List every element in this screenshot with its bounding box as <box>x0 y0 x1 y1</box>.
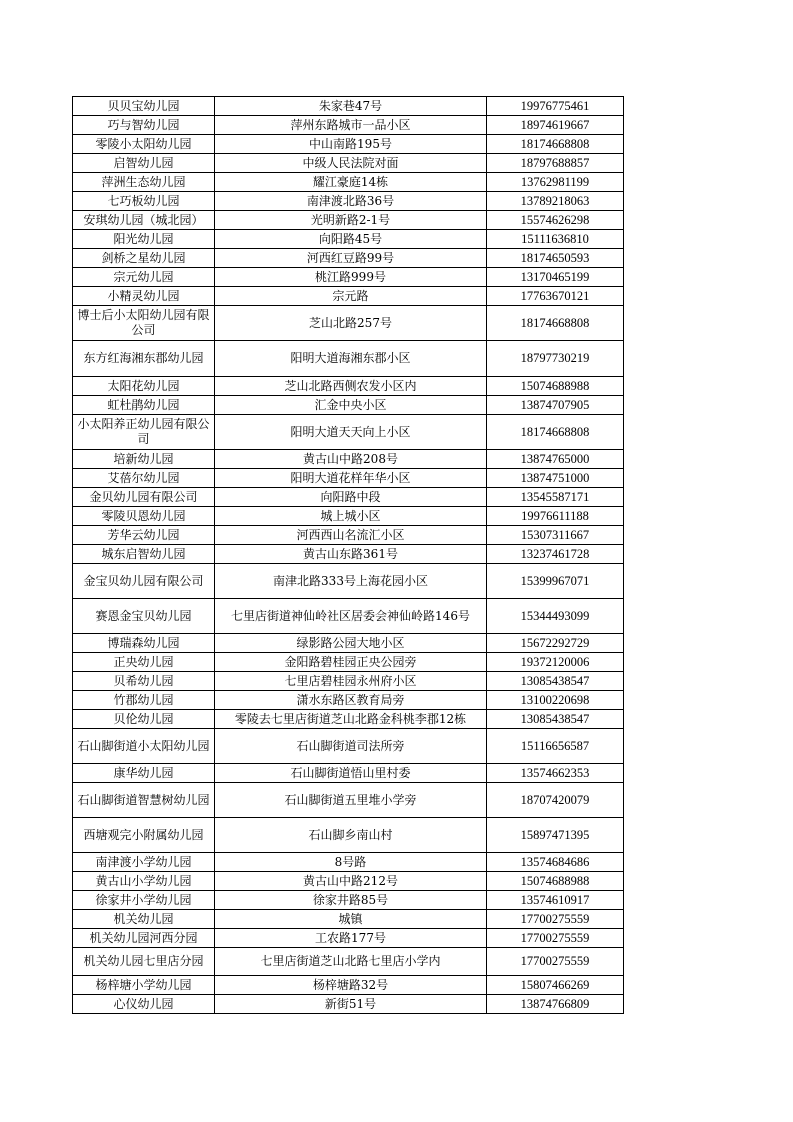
kindergarten-name-cell: 阳光幼儿园 <box>73 230 215 249</box>
address-cell: 阳明大道天天向上小区 <box>215 415 487 450</box>
kindergarten-name-cell: 虹杜鹃幼儿园 <box>73 396 215 415</box>
table-row <box>73 976 624 995</box>
table-row <box>73 415 624 450</box>
table-row <box>73 545 624 564</box>
kindergarten-name-cell: 南津渡小学幼儿园 <box>73 853 215 872</box>
address-cell: 黄古山中路212号 <box>215 872 487 891</box>
table-row <box>73 135 624 154</box>
kindergarten-name-cell: 徐家井小学幼儿园 <box>73 891 215 910</box>
address-cell: 城镇 <box>215 910 487 929</box>
kindergarten-name-cell: 康华幼儿园 <box>73 764 215 783</box>
address-cell: 阳明大道花样年华小区 <box>215 469 487 488</box>
phone-cell: 13574684686 <box>487 853 624 872</box>
table-row <box>73 396 624 415</box>
phone-cell: 15307311667 <box>487 526 624 545</box>
phone-cell: 13874751000 <box>487 469 624 488</box>
kindergarten-name-cell: 贝伦幼儿园 <box>73 710 215 729</box>
phone-cell: 15574626298 <box>487 211 624 230</box>
phone-cell: 17763670121 <box>487 287 624 306</box>
address-cell: 黄古山东路361号 <box>215 545 487 564</box>
address-cell: 中山南路195号 <box>215 135 487 154</box>
phone-cell: 19976775461 <box>487 97 624 116</box>
kindergarten-name-cell: 巧与智幼儿园 <box>73 116 215 135</box>
address-cell: 河西红豆路99号 <box>215 249 487 268</box>
phone-cell: 13574662353 <box>487 764 624 783</box>
table-row <box>73 929 624 948</box>
kindergarten-name-cell: 石山脚街道智慧树幼儿园 <box>73 783 215 818</box>
kindergarten-table <box>72 96 624 1014</box>
address-cell: 桃江路999号 <box>215 268 487 287</box>
table-row <box>73 634 624 653</box>
phone-cell: 15807466269 <box>487 976 624 995</box>
address-cell: 潇水东路区教育局旁 <box>215 691 487 710</box>
kindergarten-name-cell: 零陵小太阳幼儿园 <box>73 135 215 154</box>
address-cell: 向阳路中段 <box>215 488 487 507</box>
kindergarten-name-cell: 太阳花幼儿园 <box>73 377 215 396</box>
table-row <box>73 910 624 929</box>
table-row <box>73 599 624 634</box>
kindergarten-name-cell: 博瑞森幼儿园 <box>73 634 215 653</box>
table-row <box>73 948 624 976</box>
address-cell: 汇金中央小区 <box>215 396 487 415</box>
address-cell: 耀江豪庭14栋 <box>215 173 487 192</box>
table-row <box>73 488 624 507</box>
phone-cell: 19976611188 <box>487 507 624 526</box>
kindergarten-name-cell: 宗元幼儿园 <box>73 268 215 287</box>
kindergarten-name-cell: 安琪幼儿园（城北园） <box>73 211 215 230</box>
address-cell: 城上城小区 <box>215 507 487 526</box>
kindergarten-name-cell: 艾蓓尔幼儿园 <box>73 469 215 488</box>
phone-cell: 15116656587 <box>487 729 624 764</box>
table-row <box>73 729 624 764</box>
phone-cell: 13085438547 <box>487 672 624 691</box>
address-cell: 石山脚街道五里堆小学旁 <box>215 783 487 818</box>
table-row <box>73 564 624 599</box>
address-cell: 黄古山中路208号 <box>215 450 487 469</box>
phone-cell: 13237461728 <box>487 545 624 564</box>
kindergarten-name-cell: 西塘观完小附属幼儿园 <box>73 818 215 853</box>
table-row <box>73 377 624 396</box>
address-cell: 向阳路45号 <box>215 230 487 249</box>
phone-cell: 17700275559 <box>487 948 624 976</box>
kindergarten-name-cell: 金宝贝幼儿园有限公司 <box>73 564 215 599</box>
phone-cell: 13874707905 <box>487 396 624 415</box>
table-row <box>73 891 624 910</box>
address-cell: 光明新路2-1号 <box>215 211 487 230</box>
kindergarten-name-cell: 心仪幼儿园 <box>73 995 215 1014</box>
kindergarten-name-cell: 石山脚街道小太阳幼儿园 <box>73 729 215 764</box>
table-row <box>73 211 624 230</box>
address-cell: 芝山北路西侧农发小区内 <box>215 377 487 396</box>
phone-cell: 18797730219 <box>487 341 624 377</box>
phone-cell: 15074688988 <box>487 377 624 396</box>
phone-cell: 13789218063 <box>487 192 624 211</box>
table-row <box>73 853 624 872</box>
address-cell: 工农路177号 <box>215 929 487 948</box>
phone-cell: 18174668808 <box>487 135 624 154</box>
address-cell: 零陵去七里店街道芝山北路金科桃李郡12栋 <box>215 710 487 729</box>
kindergarten-name-cell: 杨梓塘小学幼儿园 <box>73 976 215 995</box>
phone-cell: 13874766809 <box>487 995 624 1014</box>
table-row <box>73 818 624 853</box>
address-cell: 宗元路 <box>215 287 487 306</box>
kindergarten-name-cell: 金贝幼儿园有限公司 <box>73 488 215 507</box>
address-cell: 石山脚街道司法所旁 <box>215 729 487 764</box>
phone-cell: 13762981199 <box>487 173 624 192</box>
table-row <box>73 450 624 469</box>
address-cell: 朱家巷47号 <box>215 97 487 116</box>
address-cell: 新街51号 <box>215 995 487 1014</box>
table-row <box>73 116 624 135</box>
kindergarten-name-cell: 零陵贝恩幼儿园 <box>73 507 215 526</box>
address-cell: 七里店街道芝山北路七里店小学内 <box>215 948 487 976</box>
address-cell: 金阳路碧桂园正央公园旁 <box>215 653 487 672</box>
table-row <box>73 507 624 526</box>
address-cell: 石山脚街道悟山里村委 <box>215 764 487 783</box>
phone-cell: 18707420079 <box>487 783 624 818</box>
kindergarten-name-cell: 城东启智幼儿园 <box>73 545 215 564</box>
address-cell: 阳明大道海湘东郡小区 <box>215 341 487 377</box>
phone-cell: 15672292729 <box>487 634 624 653</box>
table-row <box>73 192 624 211</box>
kindergarten-name-cell: 竹郡幼儿园 <box>73 691 215 710</box>
kindergarten-name-cell: 萍洲生态幼儿园 <box>73 173 215 192</box>
phone-cell: 13100220698 <box>487 691 624 710</box>
table-row <box>73 287 624 306</box>
phone-cell: 18174668808 <box>487 415 624 450</box>
phone-cell: 15344493099 <box>487 599 624 634</box>
table-row <box>73 526 624 545</box>
phone-cell: 15399967071 <box>487 564 624 599</box>
table-row <box>73 97 624 116</box>
table-row <box>73 691 624 710</box>
kindergarten-name-cell: 启智幼儿园 <box>73 154 215 173</box>
phone-cell: 18797688857 <box>487 154 624 173</box>
kindergarten-name-cell: 培新幼儿园 <box>73 450 215 469</box>
address-cell: 徐家井路85号 <box>215 891 487 910</box>
address-cell: 七里店碧桂园永州府小区 <box>215 672 487 691</box>
kindergarten-name-cell: 小精灵幼儿园 <box>73 287 215 306</box>
table-row <box>73 268 624 287</box>
address-cell: 杨梓塘路32号 <box>215 976 487 995</box>
table-body <box>73 97 624 1014</box>
phone-cell: 15074688988 <box>487 872 624 891</box>
phone-cell: 13874765000 <box>487 450 624 469</box>
table-row <box>73 249 624 268</box>
kindergarten-name-cell: 小太阳养正幼儿园有限公司 <box>73 415 215 450</box>
phone-cell: 15897471395 <box>487 818 624 853</box>
address-cell: 南津北路333号上海花园小区 <box>215 564 487 599</box>
address-cell: 芝山北路257号 <box>215 306 487 341</box>
kindergarten-name-cell: 剑桥之星幼儿园 <box>73 249 215 268</box>
kindergarten-name-cell: 芳华云幼儿园 <box>73 526 215 545</box>
table-row <box>73 306 624 341</box>
address-cell: 绿影路公园大地小区 <box>215 634 487 653</box>
phone-cell: 19372120006 <box>487 653 624 672</box>
kindergarten-name-cell: 黄古山小学幼儿园 <box>73 872 215 891</box>
phone-cell: 18174650593 <box>487 249 624 268</box>
table-row <box>73 173 624 192</box>
phone-cell: 17700275559 <box>487 929 624 948</box>
kindergarten-name-cell: 正央幼儿园 <box>73 653 215 672</box>
kindergarten-name-cell: 贝贝宝幼儿园 <box>73 97 215 116</box>
phone-cell: 18174668808 <box>487 306 624 341</box>
phone-cell: 15111636810 <box>487 230 624 249</box>
table-row <box>73 469 624 488</box>
table-row <box>73 672 624 691</box>
address-cell: 南津渡北路36号 <box>215 192 487 211</box>
phone-cell: 18974619667 <box>487 116 624 135</box>
phone-cell: 13170465199 <box>487 268 624 287</box>
phone-cell: 17700275559 <box>487 910 624 929</box>
kindergarten-name-cell: 机关幼儿园 <box>73 910 215 929</box>
kindergarten-name-cell: 贝希幼儿园 <box>73 672 215 691</box>
table-row <box>73 995 624 1014</box>
kindergarten-name-cell: 机关幼儿园河西分园 <box>73 929 215 948</box>
table-row <box>73 764 624 783</box>
address-cell: 七里店街道神仙岭社区居委会神仙岭路146号 <box>215 599 487 634</box>
table-row <box>73 783 624 818</box>
address-cell: 河西西山名流汇小区 <box>215 526 487 545</box>
address-cell: 萍州东路城市一品小区 <box>215 116 487 135</box>
phone-cell: 13545587171 <box>487 488 624 507</box>
table-row <box>73 710 624 729</box>
phone-cell: 13574610917 <box>487 891 624 910</box>
address-cell: 8号路 <box>215 853 487 872</box>
address-cell: 中级人民法院对面 <box>215 154 487 173</box>
kindergarten-name-cell: 七巧板幼儿园 <box>73 192 215 211</box>
kindergarten-name-cell: 机关幼儿园七里店分园 <box>73 948 215 976</box>
table-row <box>73 154 624 173</box>
table-row <box>73 230 624 249</box>
phone-cell: 13085438547 <box>487 710 624 729</box>
table-row <box>73 653 624 672</box>
kindergarten-name-cell: 东方红海湘东郡幼儿园 <box>73 341 215 377</box>
table-row <box>73 341 624 377</box>
address-cell: 石山脚乡南山村 <box>215 818 487 853</box>
table-row <box>73 872 624 891</box>
kindergarten-name-cell: 博士后小太阳幼儿园有限公司 <box>73 306 215 341</box>
kindergarten-name-cell: 赛恩金宝贝幼儿园 <box>73 599 215 634</box>
